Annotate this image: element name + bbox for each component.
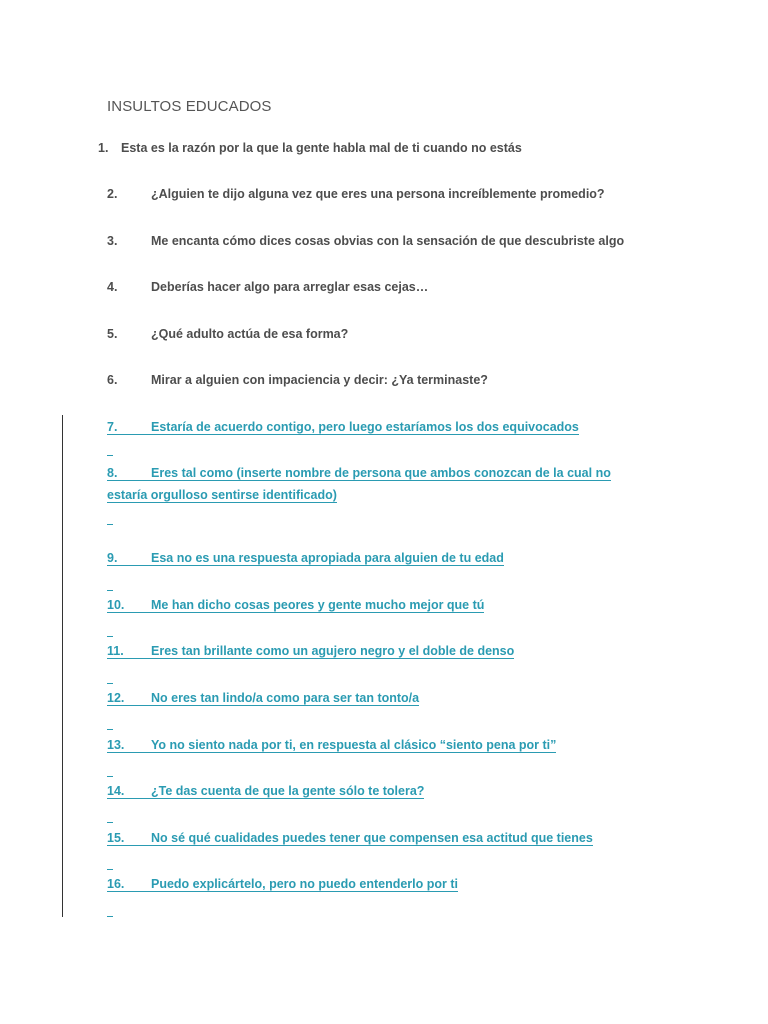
item-link[interactable] bbox=[107, 738, 556, 753]
item-text: ¿Te das cuenta de que la gente sólo te tolera? bbox=[151, 784, 425, 798]
change-bar bbox=[62, 415, 63, 917]
item-text: ¿Alguien te dijo alguna vez que eres una persona increíblemente promedio? bbox=[151, 187, 605, 201]
empty-link-mark[interactable] bbox=[107, 455, 113, 456]
item-text: Eres tal como (inserte nombre de persona que ambos conozcan de la cual no estaría orgulloso sentirse identificado) bbox=[107, 466, 611, 502]
item-number: 15. bbox=[107, 831, 125, 845]
empty-link-mark[interactable] bbox=[107, 729, 113, 730]
empty-link-mark[interactable] bbox=[107, 869, 113, 870]
item-link[interactable] bbox=[107, 551, 504, 566]
item-link[interactable] bbox=[107, 598, 484, 613]
list-item-link bbox=[107, 737, 647, 753]
item-number: 1. bbox=[98, 141, 109, 155]
empty-link-mark[interactable] bbox=[107, 524, 113, 525]
item-number: 8. bbox=[107, 466, 118, 480]
empty-link-mark[interactable] bbox=[107, 590, 113, 591]
empty-link-mark[interactable] bbox=[107, 683, 113, 684]
item-link[interactable] bbox=[107, 691, 419, 706]
item-link[interactable] bbox=[107, 466, 611, 503]
item-link[interactable] bbox=[107, 644, 514, 659]
item-text: Eres tan brillante como un agujero negro y el doble de denso bbox=[151, 644, 515, 658]
item-number: 5. bbox=[107, 327, 118, 341]
item-number: 13. bbox=[107, 738, 125, 752]
list-item-link bbox=[107, 597, 647, 613]
empty-link-mark[interactable] bbox=[107, 822, 113, 823]
item-number: 4. bbox=[107, 280, 118, 294]
item-number: 2. bbox=[107, 187, 118, 201]
item-number: 14. bbox=[107, 784, 125, 798]
page-title: INSULTOS EDUCADOS bbox=[107, 98, 272, 115]
item-text: Deberías hacer algo para arreglar esas cejas… bbox=[151, 280, 429, 294]
item-text: Me han dicho cosas peores y gente mucho mejor que tú bbox=[151, 598, 485, 612]
item-number: 7. bbox=[107, 420, 118, 434]
item-text: No sé qué cualidades puedes tener que compensen esa actitud que tienes bbox=[151, 831, 593, 845]
item-text: Estaría de acuerdo contigo, pero luego estaríamos los dos equivocados bbox=[151, 420, 579, 434]
list-item-link bbox=[107, 550, 647, 566]
list-item-link bbox=[107, 830, 647, 846]
item-text: Esta es la razón por la que la gente habla mal de ti cuando no estás bbox=[121, 141, 522, 155]
list-item-link bbox=[107, 643, 647, 659]
item-number: 12. bbox=[107, 691, 125, 705]
item-link[interactable] bbox=[107, 877, 458, 892]
item-number: 3. bbox=[107, 234, 118, 248]
item-text: Me encanta cómo dices cosas obvias con la sensación de que descubriste algo bbox=[151, 234, 625, 248]
empty-link-mark[interactable] bbox=[107, 776, 113, 777]
item-number: 11. bbox=[107, 644, 124, 658]
item-text: No eres tan lindo/a como para ser tan tonto/a bbox=[151, 691, 420, 705]
empty-link-mark[interactable] bbox=[107, 636, 113, 637]
list-item-link bbox=[107, 419, 647, 435]
item-text: Esa no es una respuesta apropiada para alguien de tu edad bbox=[151, 551, 504, 565]
item-number: 9. bbox=[107, 551, 118, 565]
list-item-link bbox=[107, 690, 647, 706]
item-link[interactable] bbox=[107, 784, 424, 799]
item-text: Puedo explicártelo, pero no puedo entenderlo por ti bbox=[151, 877, 458, 891]
empty-link-mark[interactable] bbox=[107, 916, 113, 917]
item-number: 6. bbox=[107, 373, 118, 387]
list-item-link bbox=[107, 783, 647, 799]
list-item-link bbox=[107, 876, 647, 892]
item-text: Mirar a alguien con impaciencia y decir: ¿Ya terminaste? bbox=[151, 373, 488, 387]
item-text: Yo no siento nada por ti, en respuesta al clásico “siento pena por ti” bbox=[151, 738, 557, 752]
item-link[interactable] bbox=[107, 831, 593, 846]
item-link[interactable] bbox=[107, 420, 579, 435]
item-text: ¿Qué adulto actúa de esa forma? bbox=[151, 327, 349, 341]
list-item-link bbox=[107, 462, 647, 506]
item-number: 10. bbox=[107, 598, 125, 612]
item-number: 16. bbox=[107, 877, 125, 891]
